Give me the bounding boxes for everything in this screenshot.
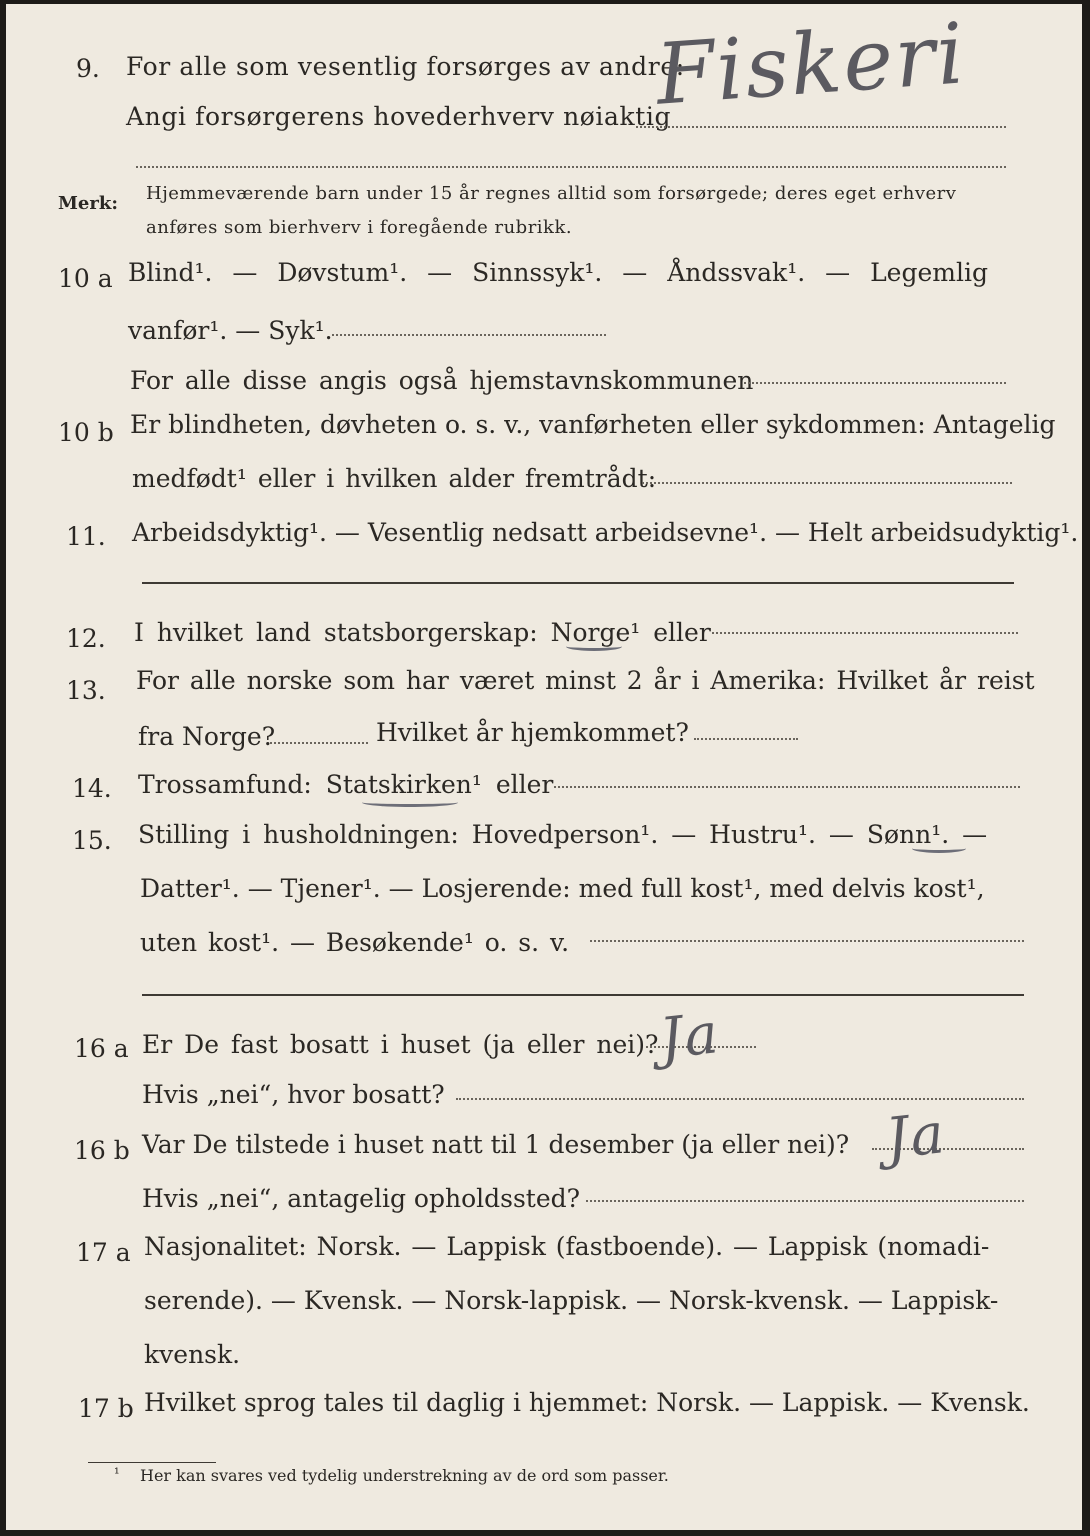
q17a-line3: kvensk.: [144, 1340, 241, 1369]
footnote-rule: [88, 1462, 216, 1463]
q9-line2: Angi forsørgerens hovederhverv nøiaktig: [126, 102, 672, 131]
merk-line2: anføres som bierhverv i foregående rubrikk.: [146, 217, 573, 238]
q10b-number: 10 b: [58, 418, 114, 447]
footnote-text: Her kan svares ved tydelig understrekning av de ord som passer.: [140, 1466, 669, 1485]
q10b-answer-line[interactable]: [642, 482, 1012, 484]
q10a-line1: Blind¹. — Døvstum¹. — Sinnssyk¹. — Åndssvak¹. — Legemlig: [128, 258, 988, 287]
q17b-number: 17 b: [78, 1394, 134, 1423]
q9-line1: For alle som vesentlig forsørges av andre:: [126, 52, 685, 81]
q13-hjemkommet-line[interactable]: [694, 738, 798, 740]
q14-statskirken-underline: [362, 798, 458, 807]
q10a-hjemstavn-line[interactable]: [744, 382, 1006, 384]
q10b-line2: medfødt¹ eller i hvilken alder fremtrådt:: [132, 464, 657, 493]
q14-number: 14.: [72, 774, 112, 803]
q13-number: 13.: [66, 676, 106, 705]
q11-number: 11.: [66, 522, 106, 551]
census-form-page: [6, 4, 1082, 1530]
q13-reist-line[interactable]: [270, 742, 368, 744]
q13-line2b: Hvilket år hjemkommet?: [376, 718, 689, 747]
q15-answer-rule[interactable]: [142, 994, 1024, 996]
q10b-line1: Er blindheten, døvheten o. s. v., vanførheten eller sykdommen: Antagelig: [130, 410, 1056, 439]
q15-line1: Stilling i husholdningen: Hovedperson¹. — Hustru¹. — Sønn¹. —: [138, 820, 988, 849]
q10a-syk-line[interactable]: [332, 334, 606, 336]
q9-number: 9.: [76, 54, 100, 83]
q16a-bosatt-line[interactable]: [456, 1098, 1024, 1100]
q16a-handwritten-answer: Ja: [656, 1001, 724, 1072]
q16b-opholdssted-line[interactable]: [586, 1200, 1024, 1202]
q17a-line2: serende). — Kvensk. — Norsk-lappisk. — Norsk-kvensk. — Lappisk-: [144, 1286, 999, 1315]
q15-line3: uten kost¹. — Besøkende¹ o. s. v.: [140, 928, 570, 957]
q15-sonn-underline: [912, 844, 966, 853]
q16b-handwritten-answer: Ja: [882, 1101, 950, 1172]
q14-answer-line[interactable]: [554, 786, 1020, 788]
q10a-number: 10 a: [58, 264, 113, 293]
q15-number: 15.: [72, 826, 112, 855]
q16a-line2: Hvis „nei“, hvor bosatt?: [142, 1080, 445, 1109]
q9-answer-line[interactable]: [636, 126, 1006, 128]
q16b-line2: Hvis „nei“, antagelig opholdssted?: [142, 1184, 581, 1213]
q9-handwritten-answer: Fiskeri: [652, 4, 969, 124]
q9-answer-line-2[interactable]: [136, 166, 1006, 168]
q17b-line1: Hvilket sprog tales til daglig i hjemmet: Norsk. — Lappisk. — Kvensk.: [144, 1388, 1030, 1417]
q14-line1: Trossamfund: Statskirken¹ eller: [138, 770, 554, 799]
q16b-line1: Var De tilstede i huset natt til 1 desember (ja eller nei)?: [142, 1130, 850, 1159]
q10a-line2: vanfør¹. — Syk¹.: [128, 316, 333, 345]
q15-line2: Datter¹. — Tjener¹. — Losjerende: med full kost¹, med delvis kost¹,: [140, 874, 985, 903]
q12-answer-line[interactable]: [712, 632, 1018, 634]
q12-line1: I hvilket land statsborgerskap: Norge¹ eller: [134, 618, 711, 647]
q17a-line1: Nasjonalitet: Norsk. — Lappisk (fastboende). — Lappisk (nomadi-: [144, 1232, 990, 1261]
q12-norge-underline: [566, 642, 622, 651]
q15-answer-line[interactable]: [590, 940, 1024, 942]
q16a-number: 16 a: [74, 1034, 129, 1063]
q10a-line3: For alle disse angis også hjemstavnskommunen: [130, 366, 754, 395]
q16b-number: 16 b: [74, 1136, 130, 1165]
q16a-line1: Er De fast bosatt i huset (ja eller nei)?: [142, 1030, 659, 1059]
q11-line1: Arbeidsdyktig¹. — Vesentlig nedsatt arbeidsevne¹. — Helt arbeidsudyktig¹.: [132, 518, 1079, 547]
merk-label: Merk:: [58, 193, 118, 214]
q12-number: 12.: [66, 624, 106, 653]
q11-answer-rule[interactable]: [142, 582, 1014, 584]
q13-line1: For alle norske som har været minst 2 år i Amerika: Hvilket år reist: [136, 666, 1035, 695]
merk-line1: Hjemmeværende barn under 15 år regnes alltid som forsørgede; deres eget erhverv: [146, 183, 957, 204]
q13-line2a: fra Norge?: [138, 722, 276, 751]
q17a-number: 17 a: [76, 1238, 131, 1267]
footnote-mark: ¹: [114, 1466, 120, 1482]
